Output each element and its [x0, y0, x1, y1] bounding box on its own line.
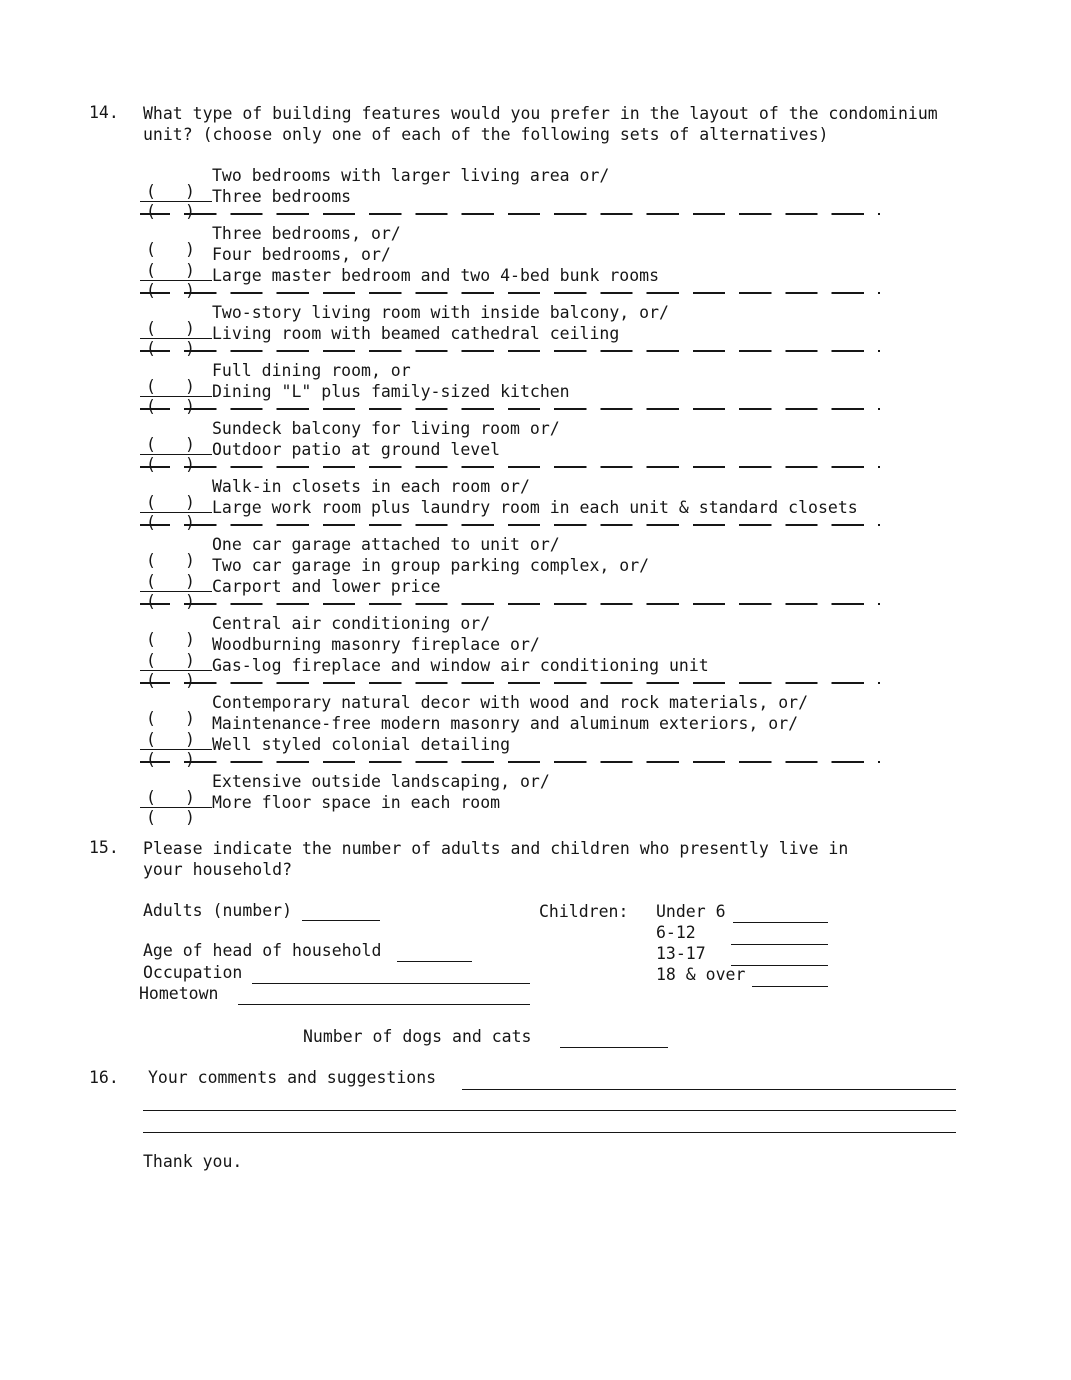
- adults-label: Adults (number): [143, 901, 293, 920]
- option-label: Outdoor patio at ground level: [212, 440, 501, 459]
- checkbox-right-paren: ): [185, 671, 195, 690]
- question-16-number: 16.: [89, 1068, 119, 1087]
- checkbox-right-paren: ): [185, 709, 195, 728]
- option-row: [140, 265, 880, 300]
- group-separator: [140, 466, 880, 468]
- checkbox-left-paren: (: [146, 397, 156, 416]
- checkbox-left-paren: (: [146, 551, 156, 570]
- option-checkbox[interactable]: [140, 201, 212, 221]
- checkbox-right-paren: ): [185, 435, 195, 454]
- group-separator: [140, 603, 880, 605]
- checkbox-right-paren: ): [185, 240, 195, 259]
- pets-blank[interactable]: [560, 1047, 668, 1048]
- option-label: Extensive outside landscaping, or/: [212, 772, 550, 791]
- option-label: Dining "L" plus family-sized kitchen: [212, 382, 570, 401]
- checkbox-right-paren: ): [185, 592, 195, 611]
- checkbox-right-paren: ): [185, 319, 195, 338]
- children-6-12-label: 6-12: [656, 923, 696, 942]
- option-checkbox[interactable]: [140, 280, 212, 300]
- option-label: Three bedrooms, or/: [212, 224, 401, 243]
- option-group: [140, 223, 880, 300]
- checkbox-right-paren: ): [185, 572, 195, 591]
- group-separator: [140, 682, 880, 684]
- option-label: Gas-log fireplace and window air conditioning unit: [212, 656, 709, 675]
- option-checkbox[interactable]: [140, 591, 212, 611]
- option-row: [140, 655, 880, 690]
- pets-label: Number of dogs and cats: [303, 1027, 532, 1046]
- question-14-option-groups: [140, 165, 880, 827]
- option-label: Walk-in closets in each room or/: [212, 477, 530, 496]
- option-checkbox[interactable]: [140, 396, 212, 416]
- option-group: [140, 771, 880, 827]
- checkbox-right-paren: ): [185, 630, 195, 649]
- checkbox-right-paren: ): [185, 750, 195, 769]
- checkbox-right-paren: ): [185, 651, 195, 670]
- children-18-over-blank[interactable]: [752, 986, 828, 987]
- group-separator: [140, 761, 880, 763]
- option-group: [140, 613, 880, 690]
- checkbox-left-paren: (: [146, 808, 156, 827]
- hometown-blank[interactable]: [238, 1004, 530, 1005]
- option-checkbox[interactable]: [140, 749, 212, 769]
- option-label: Well styled colonial detailing: [212, 735, 511, 754]
- checkbox-right-paren: ): [185, 377, 195, 396]
- age-head-label: Age of head of household: [143, 941, 382, 960]
- checkbox-left-paren: (: [146, 261, 156, 280]
- option-checkbox[interactable]: [140, 512, 212, 532]
- option-label: Sundeck balcony for living room or/: [212, 419, 560, 438]
- comments-line-3[interactable]: [143, 1132, 956, 1133]
- question-14-line2: unit? (choose only one of each of the following sets of alternatives): [143, 125, 829, 144]
- checkbox-left-paren: (: [146, 202, 156, 221]
- option-checkbox[interactable]: [140, 338, 212, 358]
- option-group: [140, 360, 880, 416]
- children-6-12-blank[interactable]: [731, 944, 828, 945]
- checkbox-left-paren: (: [146, 435, 156, 454]
- group-separator: [140, 524, 880, 526]
- checkbox-right-paren: ): [185, 551, 195, 570]
- checkbox-left-paren: (: [146, 339, 156, 358]
- checkbox-right-paren: ): [185, 730, 195, 749]
- option-label: Two car garage in group parking complex, or/: [212, 556, 650, 575]
- checkbox-right-paren: ): [185, 455, 195, 474]
- option-label: Living room with beamed cathedral ceiling: [212, 324, 620, 343]
- checkbox-left-paren: (: [146, 572, 156, 591]
- option-label: One car garage attached to unit or/: [212, 535, 560, 554]
- checkbox-left-paren: (: [146, 671, 156, 690]
- option-group: [140, 418, 880, 474]
- occupation-blank[interactable]: [252, 983, 530, 984]
- option-label: More floor space in each room: [212, 793, 501, 812]
- checkbox-right-paren: ): [185, 493, 195, 512]
- question-15-line2: your household?: [143, 860, 293, 879]
- checkbox-right-paren: ): [185, 182, 195, 201]
- comments-line-1[interactable]: [462, 1089, 956, 1090]
- adults-blank[interactable]: [302, 920, 380, 921]
- comments-label: Your comments and suggestions: [148, 1068, 437, 1087]
- group-separator: [140, 213, 880, 215]
- checkbox-left-paren: (: [146, 592, 156, 611]
- children-under-6-label: Under 6: [656, 902, 726, 921]
- hometown-label: Hometown: [139, 984, 219, 1003]
- option-row: [140, 734, 880, 769]
- option-group: [140, 476, 880, 532]
- group-separator: [140, 408, 880, 410]
- checkbox-right-paren: ): [185, 397, 195, 416]
- checkbox-left-paren: (: [146, 709, 156, 728]
- option-label: Large work room plus laundry room in each unit & standard closets: [212, 498, 858, 517]
- checkbox-left-paren: (: [146, 240, 156, 259]
- option-label: Two bedrooms with larger living area or/: [212, 166, 610, 185]
- option-label: Four bedrooms, or/: [212, 245, 391, 264]
- children-13-17-label: 13-17: [656, 944, 706, 963]
- option-row: [140, 439, 880, 474]
- question-14-line1: What type of building features would you prefer in the layout of the condominium: [143, 104, 938, 123]
- question-14-number: 14.: [89, 103, 119, 122]
- question-14-text: [143, 103, 938, 145]
- checkbox-left-paren: (: [146, 630, 156, 649]
- children-under-6-blank[interactable]: [733, 922, 828, 923]
- group-separator: [140, 292, 880, 294]
- checkbox-right-paren: ): [185, 202, 195, 221]
- thank-you-text: Thank you.: [143, 1152, 243, 1171]
- option-row: [140, 576, 880, 611]
- checkbox-left-paren: (: [146, 281, 156, 300]
- question-15-text: [143, 838, 848, 880]
- question-15-line1: Please indicate the number of adults and children who presently live in: [143, 839, 849, 858]
- checkbox-right-paren: ): [185, 808, 195, 827]
- option-label: Full dining room, or: [212, 361, 411, 380]
- checkbox-right-paren: ): [185, 281, 195, 300]
- checkbox-left-paren: (: [146, 513, 156, 532]
- option-row: [140, 381, 880, 416]
- option-row: [140, 186, 880, 221]
- option-row: [140, 792, 880, 827]
- checkbox-right-paren: ): [185, 788, 195, 807]
- checkbox-left-paren: (: [146, 319, 156, 338]
- option-label: Woodburning masonry fireplace or/: [212, 635, 540, 654]
- checkbox-right-paren: ): [185, 261, 195, 280]
- checkbox-right-paren: ): [185, 339, 195, 358]
- option-group: [140, 534, 880, 611]
- option-label: Two-story living room with inside balcony, or/: [212, 303, 669, 322]
- option-label: Maintenance-free modern masonry and aluminum exteriors, or/: [212, 714, 799, 733]
- checkbox-left-paren: (: [146, 455, 156, 474]
- option-row: [140, 497, 880, 532]
- option-label: Large master bedroom and two 4-bed bunk rooms: [212, 266, 660, 285]
- option-checkbox[interactable]: [140, 454, 212, 474]
- option-label: Carport and lower price: [212, 577, 441, 596]
- age-head-blank[interactable]: [397, 961, 472, 962]
- checkbox-left-paren: (: [146, 493, 156, 512]
- option-group: [140, 692, 880, 769]
- option-label: Contemporary natural decor with wood and rock materials, or/: [212, 693, 809, 712]
- comments-line-2[interactable]: [143, 1110, 956, 1111]
- children-13-17-blank[interactable]: [731, 965, 828, 966]
- checkbox-right-paren: ): [185, 513, 195, 532]
- checkbox-left-paren: (: [146, 788, 156, 807]
- children-18-over-label: 18 & over: [656, 965, 746, 984]
- option-label: Three bedrooms: [212, 187, 352, 206]
- checkbox-left-paren: (: [146, 182, 156, 201]
- group-separator: [140, 350, 880, 352]
- children-label: Children:: [539, 902, 629, 921]
- option-row: [140, 323, 880, 358]
- question-15-number: 15.: [89, 838, 119, 857]
- checkbox-left-paren: (: [146, 377, 156, 396]
- checkbox-left-paren: (: [146, 651, 156, 670]
- option-group: [140, 302, 880, 358]
- checkbox-left-paren: (: [146, 750, 156, 769]
- option-checkbox[interactable]: [140, 670, 212, 690]
- option-checkbox[interactable]: [140, 807, 212, 827]
- occupation-label: Occupation: [143, 963, 243, 982]
- checkbox-left-paren: (: [146, 730, 156, 749]
- option-label: Central air conditioning or/: [212, 614, 491, 633]
- option-group: [140, 165, 880, 221]
